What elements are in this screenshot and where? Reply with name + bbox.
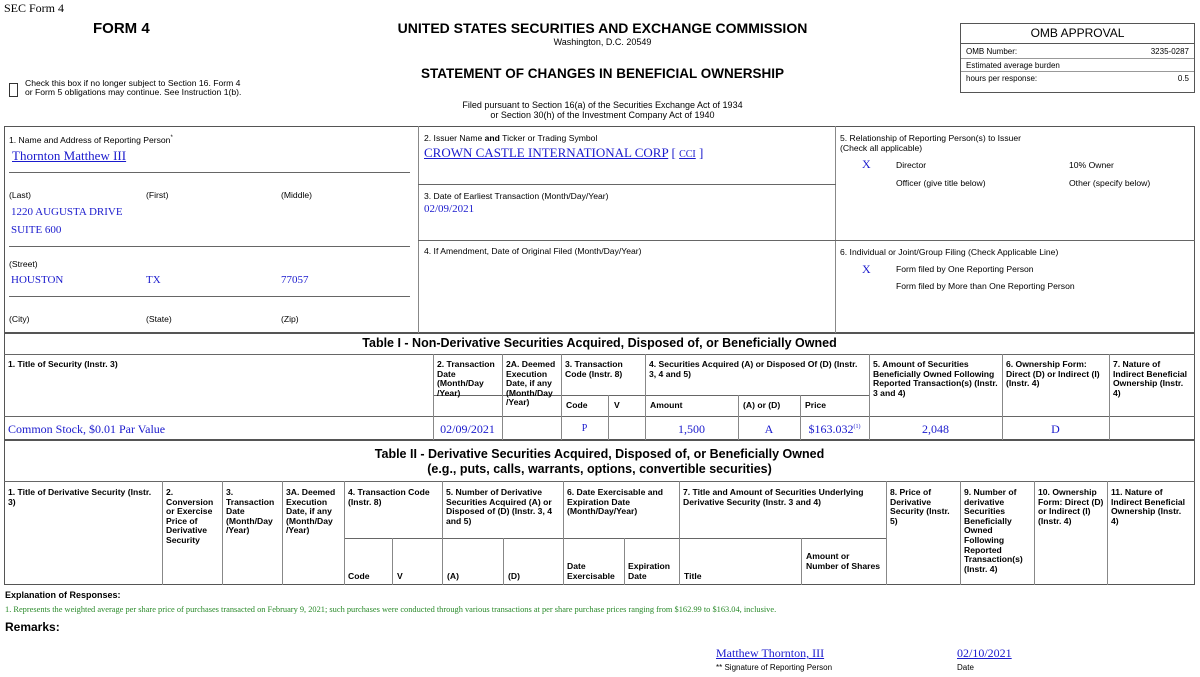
t1-h4: 4. Securities Acquired (A) or Disposed Of (D) (Instr. 3, 4 and 5) xyxy=(649,359,858,379)
omb-box xyxy=(960,23,1195,93)
t2-sub-a: (A) xyxy=(447,571,459,581)
section16-text: Check this box if no longer subject to Section 16. Form 4 or Form 5 obligations may continue. See Instruction 1(b). xyxy=(25,78,242,98)
t2-h7: 7. Title and Amount of Securities Underlying Derivative Security (Instr. 3 and 4) xyxy=(683,487,864,507)
box6-label: 6. Individual or Joint/Group Filing (Check Applicable Line) xyxy=(840,247,1059,257)
street-label: (Street) xyxy=(9,259,38,269)
t1-row-price: $163.032$^{(1)}$ xyxy=(808,422,861,436)
t1-h2a: 2A. Deemed Execution Date, if any (Month/Day /Year) xyxy=(506,359,556,408)
filed-pursuant-2: or Section 30(h) of the Investment Company Act of 1940 xyxy=(490,110,715,120)
table1-title: Table I - Non-Derivative Securities Acquired, Disposed of, or Beneficially Owned xyxy=(362,336,837,350)
t1-h1: 1. Title of Security (Instr. 3) xyxy=(8,359,118,369)
omb-title: OMB APPROVAL xyxy=(961,24,1194,44)
one-person-label: Form filed by One Reporting Person xyxy=(896,264,1034,274)
t2-h3a: 3A. Deemed Execution Date, if any (Month/Day /Year) xyxy=(286,487,336,536)
middle-label: (Middle) xyxy=(281,190,313,200)
t2-h1: 1. Title of Derivative Security (Instr. 3) xyxy=(8,487,152,507)
t1-row-form: D xyxy=(1051,422,1060,436)
signature-label: ** Signature of Reporting Person xyxy=(716,663,833,672)
t2-sub-code: Code xyxy=(348,571,370,581)
table2-title-1: Table II - Derivative Securities Acquired, Disposed of, or Beneficially Owned xyxy=(374,447,825,461)
state-label: (State) xyxy=(146,314,172,324)
first-label: (First) xyxy=(146,190,169,200)
officer-label: Officer (give title below) xyxy=(896,178,986,188)
signature-link[interactable]: Matthew Thornton, III xyxy=(716,646,825,660)
ticker-open: [ xyxy=(671,145,680,160)
t2-h9: 9. Number of derivative Securities Beneficially Owned Following Reported Transaction(s) (Instr. 4) xyxy=(964,487,1023,574)
section16-checkbox[interactable] xyxy=(9,83,18,97)
t2-h2: 2. Conversion or Exercise Price of Derivative Security xyxy=(166,487,214,545)
box1-label: 1. Name and Address of Reporting Person* xyxy=(9,134,173,145)
signature-date-link[interactable]: 02/10/2021 xyxy=(957,646,1012,660)
zip-label: (Zip) xyxy=(281,314,299,324)
t1-row-code: P xyxy=(581,423,588,434)
ticker-link[interactable]: CCI xyxy=(679,149,696,160)
t1-row-date: 02/09/2021 xyxy=(440,422,495,436)
t1-row-owned: 2,048 xyxy=(922,422,949,436)
t1-sub-aord: (A) or (D) xyxy=(743,400,781,410)
t1-sub-v: V xyxy=(614,400,620,410)
issuer-name-link[interactable]: CROWN CASTLE INTERNATIONAL CORP xyxy=(424,145,669,160)
t2-h3: 3. Transaction Date (Month/Day /Year) xyxy=(226,487,275,536)
t1-h3: 3. Transaction Code (Instr. 8) xyxy=(565,359,623,379)
box5-label-2: (Check all applicable) xyxy=(840,143,923,153)
ticker-close: ] xyxy=(695,145,704,160)
agency-city: Washington, D.C. 20549 xyxy=(553,37,652,47)
omb-hours-value: 0.5 xyxy=(1177,74,1189,83)
director-label: Director xyxy=(896,160,927,170)
table2-title-2: (e.g., puts, calls, warrants, options, convertible securities) xyxy=(427,462,772,476)
issuer-line xyxy=(424,145,703,161)
t1-sub-price: Price xyxy=(805,400,827,410)
t2-h6: 6. Date Exercisable and Expiration Date (Month/Day/Year) xyxy=(567,487,664,517)
t2-h11: 11. Nature of Indirect Beneficial Ownership (Instr. 4) xyxy=(1111,487,1186,526)
t1-row-title: Common Stock, $0.01 Par Value xyxy=(8,422,166,436)
footnote-1: 1. Represents the weighted average per share price of purchases transacted on February 9, 2021; such purchases were conducted through various transactions at per share purchase prices ranging from $162.99 to $163.04, inclusive. xyxy=(5,605,777,614)
street-line-2: SUITE 600 xyxy=(11,224,62,236)
t1-h6: 6. Ownership Form: Direct (D) or Indirect (I) (Instr. 4) xyxy=(1006,359,1100,389)
t1-sub-code: Code xyxy=(566,400,588,410)
explanation-label: Explanation of Responses: xyxy=(5,590,121,600)
box3-label: 3. Date of Earliest Transaction (Month/Day/Year) xyxy=(424,191,609,201)
form-number: FORM 4 xyxy=(93,20,150,37)
t1-row-aord: A xyxy=(764,422,774,436)
reporting-person-name[interactable]: Thornton Matthew III xyxy=(12,148,127,163)
statement-title: STATEMENT OF CHANGES IN BENEFICIAL OWNERSHIP xyxy=(420,66,784,81)
omb-number-label: OMB Number: xyxy=(966,47,1018,56)
filed-pursuant-1: Filed pursuant to Section 16(a) of the Securities Exchange Act of 1934 xyxy=(462,100,743,110)
t2-h5: 5. Number of Derivative Securities Acquired (A) or Disposed of (D) (Instr. 3, 4 and 5) xyxy=(446,487,553,526)
earliest-transaction-date: 02/09/2021 xyxy=(424,203,475,215)
city-value: HOUSTON xyxy=(11,274,64,286)
director-mark[interactable]: X xyxy=(862,157,871,171)
box5-label-1: 5. Relationship of Reporting Person(s) to Issuer xyxy=(840,133,1022,143)
remarks-label: Remarks: xyxy=(5,620,60,634)
ten-pct-owner-label: 10% Owner xyxy=(1069,160,1114,170)
t1-sub-amount: Amount xyxy=(650,400,683,410)
t2-sub-expiration: Expiration Date xyxy=(628,561,671,581)
form-label: SEC Form 4 xyxy=(4,1,65,15)
t2-h10: 10. Ownership Form: Direct (D) or Indirect (I) (Instr. 4) xyxy=(1038,487,1104,526)
t2-sub-v: V xyxy=(397,571,403,581)
t2-h8: 8. Price of Derivative Security (Instr. 5) xyxy=(890,487,950,526)
t1-h5: 5. Amount of Securities Beneficially Owned Following Reported Transaction(s) (Instr. 3 and 4) xyxy=(873,359,998,398)
t2-sub-exercisable: Date Exercisable xyxy=(567,561,615,581)
omb-hours-label: hours per response: xyxy=(966,74,1038,83)
t2-h4: 4. Transaction Code (Instr. 8) xyxy=(348,487,430,507)
one-person-mark[interactable]: X xyxy=(862,262,871,276)
t2-sub-title: Title xyxy=(684,571,702,581)
city-label: (City) xyxy=(9,314,30,324)
agency-title: UNITED STATES SECURITIES AND EXCHANGE COMMISSION xyxy=(397,20,808,36)
t1-h7: 7. Nature of Indirect Beneficial Ownership (Instr. 4) xyxy=(1113,359,1188,398)
other-label: Other (specify below) xyxy=(1069,178,1151,188)
omb-number-value: 3235-0287 xyxy=(1150,47,1189,56)
box2-label: 2. Issuer Name and Ticker or Trading Symbol xyxy=(424,133,598,143)
price-footnote-ref[interactable]: (1) xyxy=(853,424,861,430)
box4-label: 4. If Amendment, Date of Original Filed (Month/Day/Year) xyxy=(424,246,642,256)
street-line-1: 1220 AUGUSTA DRIVE xyxy=(11,206,123,218)
omb-burden-label: Estimated average burden xyxy=(966,61,1060,70)
more-persons-label: Form filed by More than One Reporting Person xyxy=(896,281,1075,291)
date-label: Date xyxy=(957,663,974,672)
last-label: (Last) xyxy=(9,190,31,200)
state-value: TX xyxy=(146,274,161,286)
t1-row-amount: 1,500 xyxy=(678,422,705,436)
t1-h2: 2. Transaction Date (Month/Day /Year) xyxy=(437,359,495,398)
t2-sub-amount: Amount or Number of Shares xyxy=(806,551,881,571)
t2-sub-d: (D) xyxy=(508,571,520,581)
zip-value: 77057 xyxy=(281,274,309,286)
